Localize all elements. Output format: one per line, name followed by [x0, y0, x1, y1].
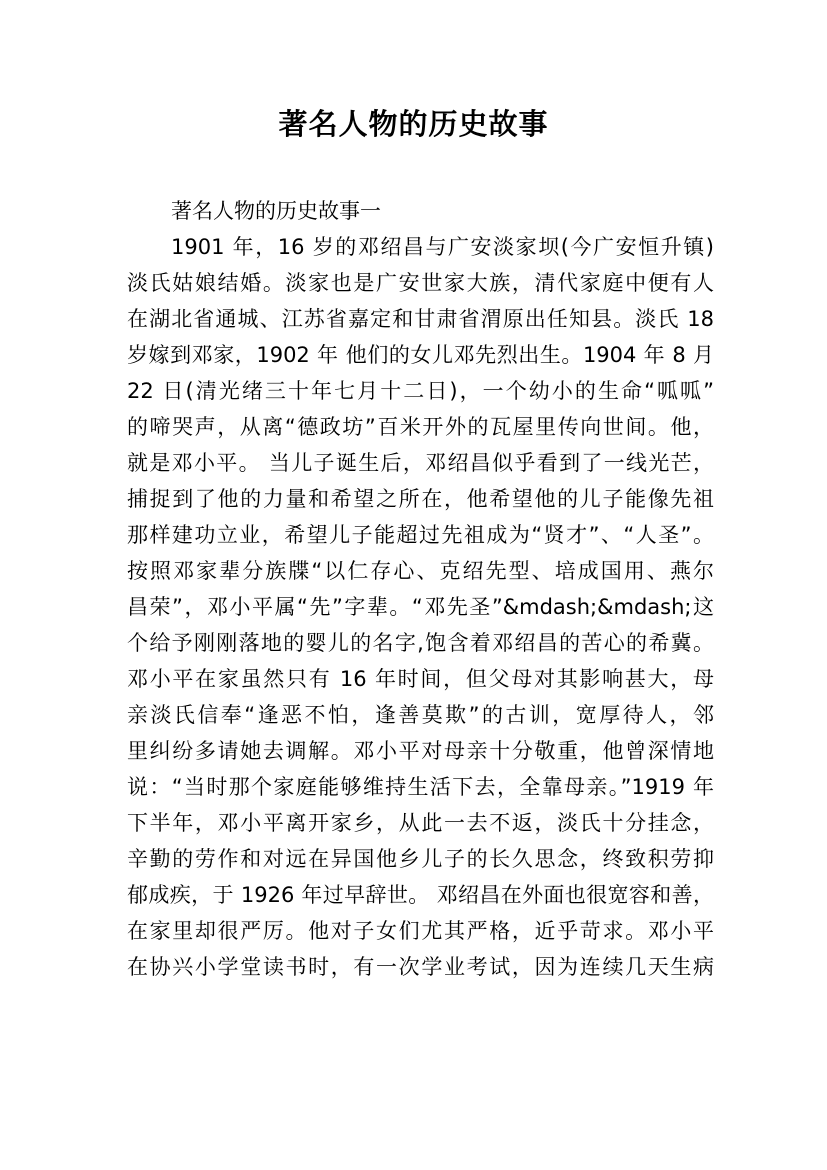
paragraph-line: 在湖北省通城、江苏省嘉定和甘肃省渭原出任知县。淡氏 18 — [127, 307, 714, 331]
paragraph-line: 在协兴小学堂读书时，有一次学业考试，因为连续几天生病 — [127, 955, 714, 979]
paragraph-line: 里纠纷多请她去调解。邓小平对母亲十分敬重，他曾深情地 — [127, 739, 714, 763]
paragraph-line: 捕捉到了他的力量和希望之所在，他希望他的儿子能像先祖 — [127, 487, 714, 511]
paragraph-line: 在家里却很严厉。他对子女们尤其严格，近乎苛求。邓小平 — [127, 919, 714, 943]
paragraph-line: 辛勤的劳作和对远在异国他乡儿子的长久思念，终致积劳抑 — [127, 847, 714, 871]
paragraph-line: 郁成疾，于 1926 年过早辞世。 邓绍昌在外面也很宽容和善， — [127, 883, 714, 907]
paragraph-line: 淡氏姑娘结婚。淡家也是广安世家大族，清代家庭中便有人 — [127, 271, 714, 295]
paragraph-line: 岁嫁到邓家，1902 年 他们的女儿邓先烈出生。1904 年 8 月 — [127, 343, 714, 367]
paragraph-line: 那样建功立业，希望儿子能超过先祖成为“贤才”、“人圣”。 — [127, 523, 714, 547]
paragraph-line: 下半年，邓小平离开家乡，从此一去不返，淡氏十分挂念， — [127, 811, 714, 835]
paragraph-line: 个给予刚刚落地的婴儿的名字,饱含着邓绍昌的苦心的希冀。 — [127, 631, 714, 655]
paragraph-line: 昌荣”，邓小平属“先”字辈。“邓先圣”&mdash;&mdash;这 — [127, 595, 714, 619]
paragraph-line: 22 日(清光绪三十年七月十二日)，一个幼小的生命“呱呱” — [127, 379, 714, 403]
paragraph-line: 1901 年，16 岁的邓绍昌与广安淡家坝(今广安恒升镇) — [171, 235, 714, 259]
paragraph-line: 亲淡氏信奉“逢恶不怕，逢善莫欺”的古训，宽厚待人，邻 — [127, 703, 714, 727]
paragraph-line: 邓小平在家虽然只有 16 年时间，但父母对其影响甚大，母 — [127, 667, 714, 691]
paragraph-line: 按照邓家辈分族牒“以仁存心、克绍先型、培成国用、燕尔 — [127, 559, 714, 583]
paragraph-line: 就是邓小平。 当儿子诞生后，邓绍昌似乎看到了一线光芒， — [127, 451, 714, 475]
section-heading: 著名人物的历史故事一 — [171, 199, 381, 223]
paragraph-line: 的啼哭声，从离“德政坊”百米开外的瓦屋里传向世间。他， — [127, 415, 714, 439]
document-title: 著名人物的历史故事 — [278, 107, 549, 141]
paragraph-line: 说：“当时那个家庭能够维持生活下去，全靠母亲。”1919 年 — [127, 775, 714, 799]
